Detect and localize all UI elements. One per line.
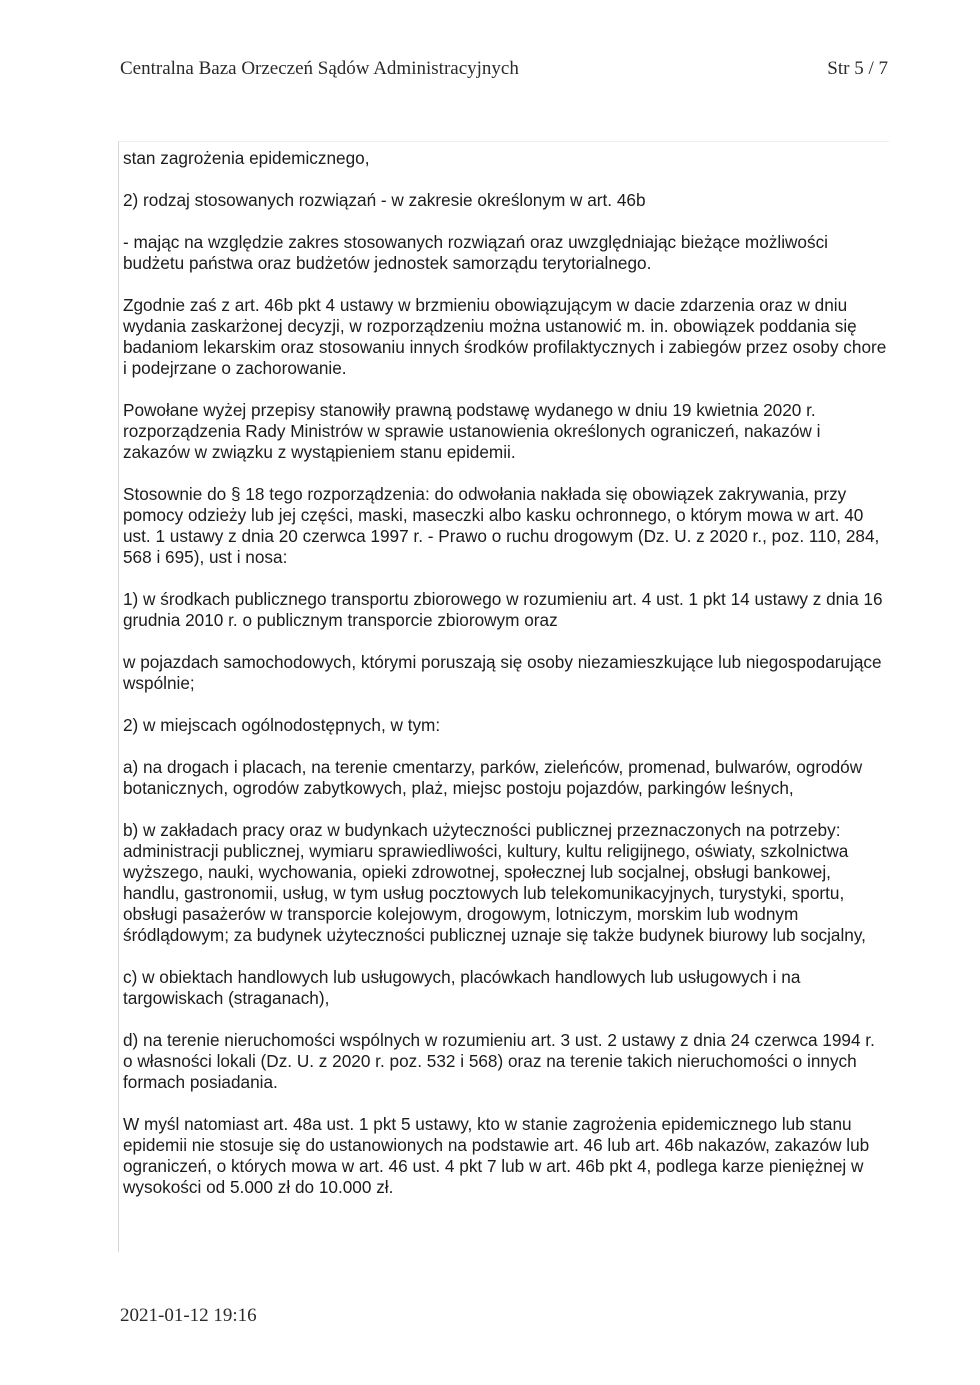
paragraph: b) w zakładach pracy oraz w budynkach użyteczności publicznej przeznaczonych na potrzeby: administracji publicznej, wymiaru sprawiedliwości, kultury, kultu religijnego, oświaty, szkolnictwa wyższego, nauki, wychowania, opieki zdrowotnej, społecznej lub socjalnej, obsługi bankowej, handlu, gastronomii, usług, w tym usług pocztowych lub telekomunikacyjnych, turystyki, sportu, obsługi pasażerów w transporcie kolejowym, drogowym, lotniczym, morskim lub wodnym śródlądowym; za budynek użyteczności publicznej uznaje się także budynek biurowy lub socjalny, — [123, 820, 866, 945]
paragraph: 2) rodzaj stosowanych rozwiązań - w zakresie określonym w art. 46b — [123, 190, 646, 210]
paragraph: stan zagrożenia epidemicznego, — [123, 148, 370, 168]
paragraph: d) na terenie nieruchomości wspólnych w rozumieniu art. 3 ust. 2 ustawy z dnia 24 czerwca 1994 r. o własności lokali (Dz. U. z 2020 r. poz. 532 i 568) oraz na terenie takich nieruchomości o innych formach posiadania. — [123, 1030, 875, 1092]
document-source-title: Centralna Baza Orzeczeń Sądów Administracyjnych — [120, 58, 519, 79]
document-body — [123, 148, 888, 1219]
paragraph: 1) w środkach publicznego transportu zbiorowego w rozumieniu art. 4 ust. 1 pkt 14 ustawy z dnia 16 grudnia 2010 r. o publicznym transporcie zbiorowym oraz — [123, 589, 883, 630]
paragraph: c) w obiektach handlowych lub usługowych, placówkach handlowych lub usługowych i na targowiskach (straganach), — [123, 967, 801, 1008]
paragraph: Zgodnie zaś z art. 46b pkt 4 ustawy w brzmieniu obowiązującym w dacie zdarzenia oraz w dniu wydania zaskarżonej decyzji, w rozporządzeniu można ustanowić m. in. obowiązek poddania się badaniom lekarskim oraz stosowaniu innych środków profilaktycznych i zabiegów przez osoby chore i podejrzane o zachorowanie. — [123, 295, 887, 378]
page-number: Str 5 / 7 — [827, 58, 888, 79]
print-timestamp: 2021-01-12 19:16 — [120, 1305, 257, 1326]
paragraph: Powołane wyżej przepisy stanowiły prawną podstawę wydanego w dniu 19 kwietnia 2020 r. rozporządzenia Rady Ministrów w sprawie ustanowienia określonych ograniczeń, nakazów i zakazów w związku z wystąpieniem stanu epidemii. — [123, 400, 821, 462]
paragraph: - mając na względzie zakres stosowanych rozwiązań oraz uwzględniając bieżące możliwości budżetu państwa oraz budżetów jednostek samorządu terytorialnego. — [123, 232, 828, 273]
paragraph: w pojazdach samochodowych, którymi poruszają się osoby niezamieszkujące lub niegospodarujące wspólnie; — [123, 652, 882, 693]
paragraph: Stosownie do § 18 tego rozporządzenia: do odwołania nakłada się obowiązek zakrywania, przy pomocy odzieży lub jej części, maski, maseczki albo kasku ochronnego, o którym mowa w art. 40 ust. 1 ustawy z dnia 20 czerwca 1997 r. - Prawo o ruchu drogowym (Dz. U. z 2020 r., poz. 110, 284, 568 i 695), ust i nosa: — [123, 484, 880, 567]
page-header — [120, 58, 888, 86]
paragraph: W myśl natomiast art. 48a ust. 1 pkt 5 ustawy, kto w stanie zagrożenia epidemicznego lub stanu epidemii nie stosuje się do ustanowionych na podstawie art. 46 lub art. 46b nakazów, zakazów lub ograniczeń, o których mowa w art. 46 ust. 4 pkt 7 lub w art. 46b pkt 4, podlega karze pieniężnej w wysokości od 5.000 zł do 10.000 zł. — [123, 1114, 870, 1197]
paragraph: a) na drogach i placach, na terenie cmentarzy, parków, zieleńców, promenad, bulwarów, ogrodów botanicznych, ogrodów zabytkowych, plaż, miejsc postoju pojazdów, parkingów leśnych, — [123, 757, 863, 798]
paragraph: 2) w miejscach ogólnodostępnych, w tym: — [123, 715, 441, 735]
